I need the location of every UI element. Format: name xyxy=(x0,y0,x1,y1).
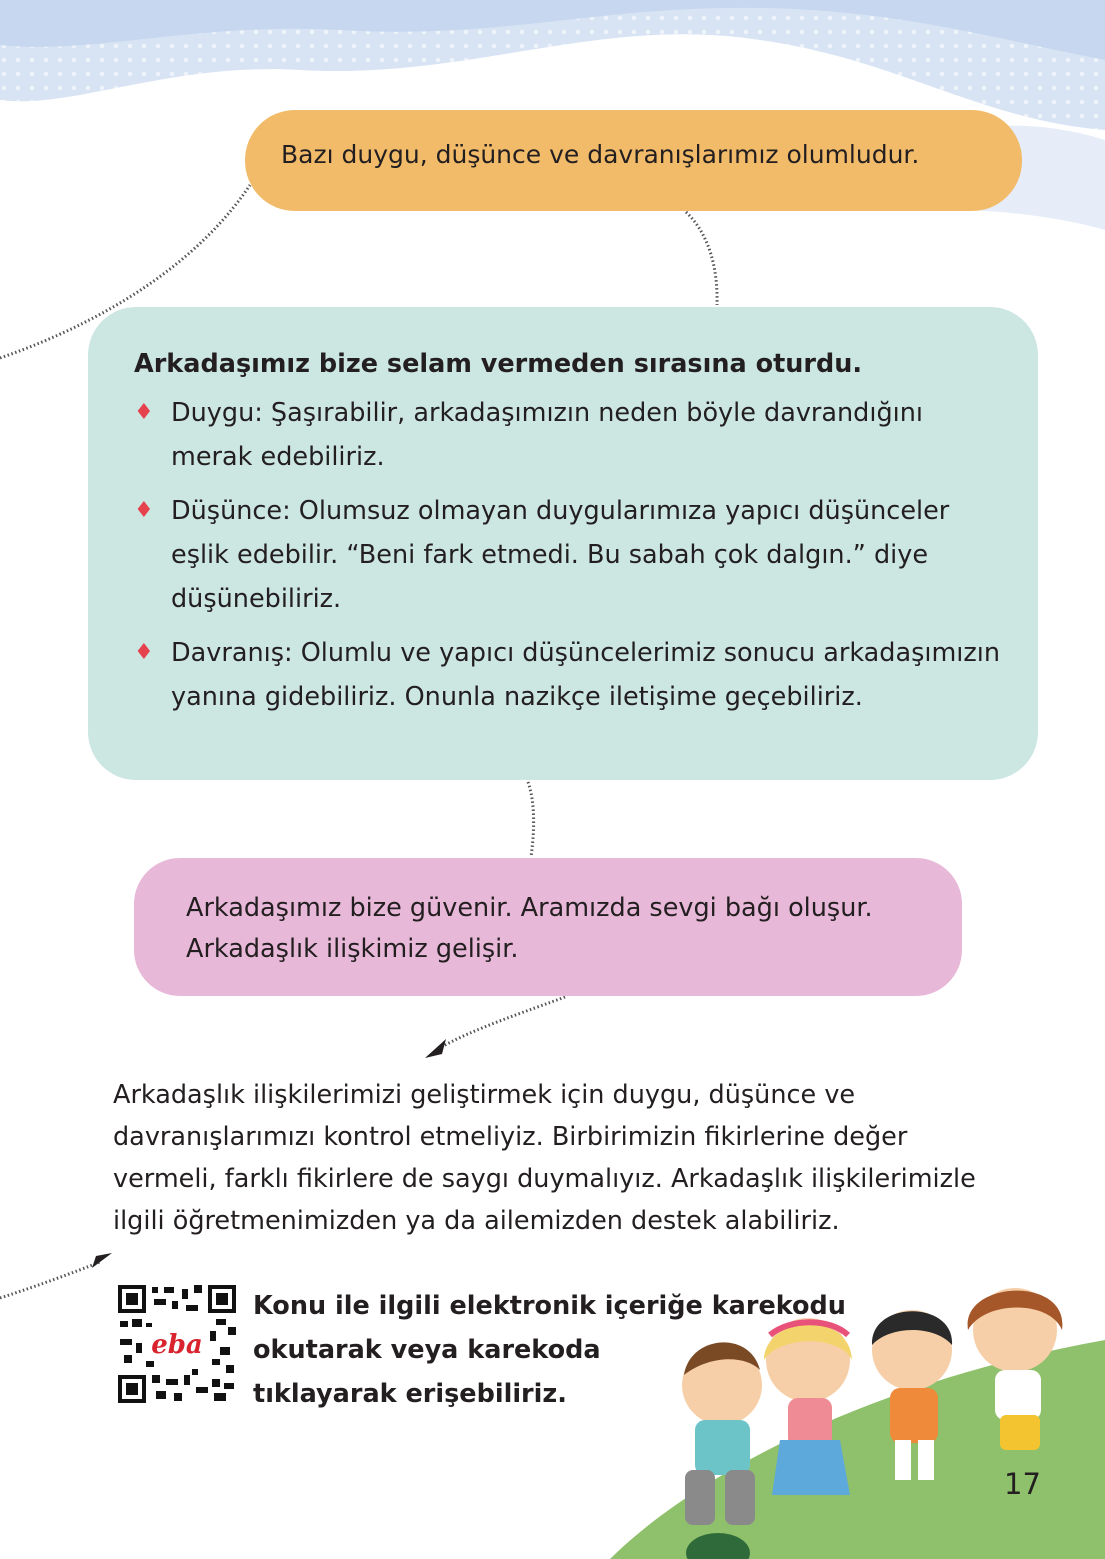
example-box xyxy=(88,307,1038,780)
arrow-head-1 xyxy=(425,1039,446,1058)
qr-instruction xyxy=(253,1284,846,1416)
result-box xyxy=(134,858,962,996)
diamond-bullet-icon: ♦ xyxy=(134,498,154,523)
example-title: Arkadaşımız bize selam vermeden sırasına oturdu. xyxy=(134,349,863,379)
qr-line: okutarak veya karekoda xyxy=(253,1335,601,1365)
page-number: 17 xyxy=(1004,1467,1041,1501)
item-line: Düşünce: Olumsuz olmayan duygularımıza yapıcı düşünceler xyxy=(171,496,950,526)
qr-code-icon[interactable] xyxy=(116,1283,238,1405)
summary-paragraph xyxy=(113,1074,1013,1242)
arrow-head-2 xyxy=(92,1253,112,1268)
item-line: Davranış: Olumlu ve yapıcı düşüncelerimiz sonucu arkadaşımızın xyxy=(171,638,1000,668)
summary-line: vermeli, farklı fikirlere de saygı duymalıyız. Arkadaşlık ilişkilerimizle xyxy=(113,1164,976,1194)
positive-statement-box xyxy=(245,110,1022,211)
summary-line: Arkadaşlık ilişkilerimizi geliştirmek için duygu, düşünce ve xyxy=(113,1080,856,1110)
result-line: Arkadaşlık ilişkimiz gelişir. xyxy=(186,934,519,964)
item-line: merak edebiliriz. xyxy=(171,442,385,472)
qr-line: Konu ile ilgili elektronik içeriğe karekodu xyxy=(253,1291,846,1321)
diamond-bullet-icon: ♦ xyxy=(134,640,154,665)
eba-logo: eba xyxy=(151,1330,203,1360)
result-line: Arkadaşımız bize güvenir. Aramızda sevgi bağı oluşur. xyxy=(186,893,873,923)
list-item-behavior xyxy=(134,631,1008,719)
item-line: Duygu: Şaşırabilir, arkadaşımızın neden böyle davrandığını xyxy=(171,398,923,428)
list-item-feeling xyxy=(134,391,1008,479)
list-item-thought xyxy=(134,489,1008,621)
summary-line: davranışlarımızı kontrol etmeliyiz. Birbirimizin fikirlerine değer xyxy=(113,1122,908,1152)
item-line: düşünebiliriz. xyxy=(171,584,342,614)
qr-line: tıklayarak erişebiliriz. xyxy=(253,1379,567,1409)
item-line: yanına gidebiliriz. Onunla nazikçe iletişime geçebiliriz. xyxy=(171,682,863,712)
diamond-bullet-icon: ♦ xyxy=(134,400,154,425)
item-line: eşlik edebilir. “Beni fark etmedi. Bu sabah çok dalgın.” diye xyxy=(171,540,929,570)
summary-line: ilgili öğretmenimizden ya da ailemizden destek alabiliriz. xyxy=(113,1206,840,1236)
positive-statement-text: Bazı duygu, düşünce ve davranışlarımız olumludur. xyxy=(281,140,920,169)
